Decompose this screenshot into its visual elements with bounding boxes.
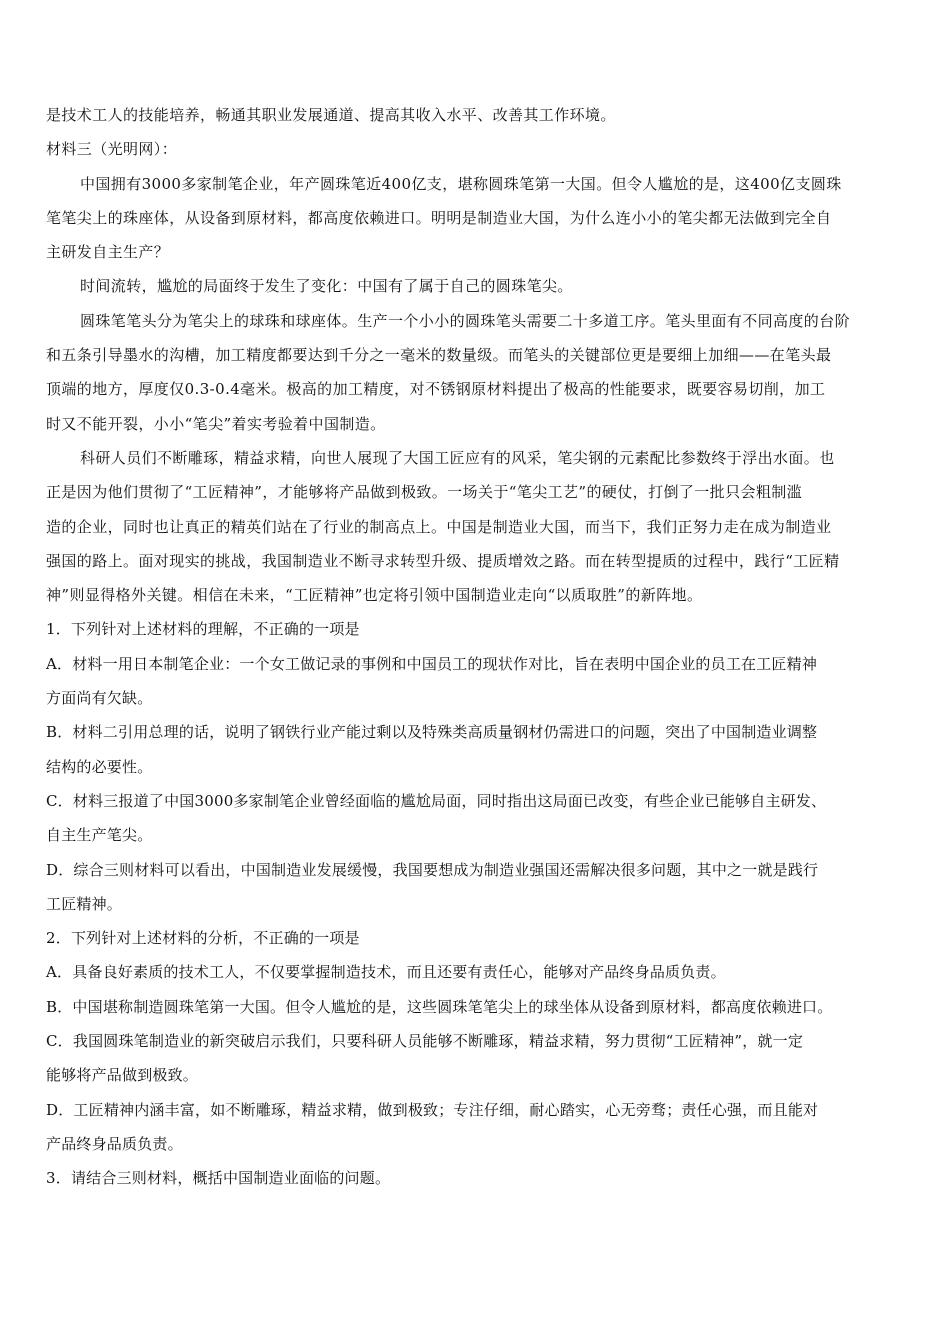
paragraph-line: 造的企业，同时也让真正的精英们站在了行业的制高点上。中国是制造业大国，而当下，我们正努力走在成为制造业: [46, 517, 832, 536]
question-1-option-a-cont: 方面尚有欠缺。: [46, 689, 153, 708]
document-page: [46, 98, 906, 1196]
paragraph-line: 时又不能开裂，小小“笔尖”着实考验着中国制造。: [46, 414, 386, 433]
question-2-option-b: B．中国堪称制造圆珠笔第一大国。但令人尴尬的是，这些圆珠笔笔尖上的球坐体从设备到原材料，都高度依赖进口。: [46, 997, 833, 1016]
paragraph-line: 是技术工人的技能培养，畅通其职业发展通道、提高其收入水平、改善其工作环境。: [46, 106, 616, 124]
material-heading: 材料三（光明网）：: [46, 140, 178, 159]
question-2-option-d-cont: 产品终身品质负责。: [46, 1134, 183, 1153]
question-1-option-c: C．材料三报道了中国3000多家制笔企业曾经面临的尴尬局面，同时指出这局面已改变，有些企业已能够自主研发、: [46, 791, 827, 810]
paragraph-line: 正是因为他们贯彻了“工匠精神”，才能够将产品做到极致。一场关于“笔尖工艺”的硬仗，打倒了一批只会粗制滥: [46, 483, 803, 502]
paragraph-line: 顶端的地方，厚度仅0.3-0.4毫米。极高的加工精度，对不锈钢原材料提出了极高的性能要求，既要容易切削，加工: [46, 380, 826, 399]
paragraph-line: 主研发自主生产？: [46, 243, 170, 262]
question-1-option-c-cont: 自主生产笔尖。: [46, 826, 153, 845]
paragraph-line: 神”则显得格外关键。相信在未来，“工匠精神”也定将引领中国制造业走向“以质取胜”的新阵地。: [46, 586, 703, 605]
paragraph-line: 笔笔尖上的珠座体，从设备到原材料，都高度依赖进口。明明是制造业大国，为什么连小小的笔尖都无法做到完全自: [46, 208, 832, 227]
question-2-option-c-cont: 能够将产品做到极致。: [46, 1066, 199, 1085]
question-1-option-d: D．综合三则材料可以看出，中国制造业发展缓慢，我国要想成为制造业强国还需解决很多问题，其中之一就是践行: [46, 860, 819, 879]
question-2: 2．下列针对上述材料的分析，不正确的一项是: [46, 929, 360, 948]
paragraph-line: 时间流转，尴尬的局面终于发生了变化：中国有了属于自己的圆珠笔尖。: [80, 277, 573, 296]
question-2-option-a: A．具备良好素质的技术工人，不仅要掌握制造技术，而且还要有责任心，能够对产品终身品质负责。: [46, 963, 726, 982]
question-1-option-b-cont: 结构的必要性。: [46, 757, 153, 776]
paragraph-line: 中国拥有3000多家制笔企业，年产圆珠笔近400亿支，堪称圆珠笔第一大国。但令人尴尬的是，这400亿支圆珠: [80, 174, 842, 193]
question-2-option-c: C．我国圆珠笔制造业的新突破启示我们，只要科研人员能够不断雕琢，精益求精，努力贯彻“工匠精神”，就一定: [46, 1032, 804, 1051]
question-3: 3．请结合三则材料，概括中国制造业面临的问题。: [46, 1169, 391, 1188]
question-2-option-d: D．工匠精神内涵丰富，如不断雕琢，精益求精，做到极致；专注仔细，耐心踏实，心无旁骛；责任心强，而且能对: [46, 1100, 819, 1119]
paragraph-line: 科研人员们不断雕琢，精益求精，向世人展现了大国工匠应有的风采，笔尖钢的元素配比参数终于浮出水面。也: [80, 448, 835, 467]
question-1-option-b: B．材料二引用总理的话，说明了钢铁行业产能过剩以及特殊类高质量钢材仍需进口的问题，突出了中国制造业调整: [46, 723, 818, 742]
question-1: 1．下列针对上述材料的理解，不正确的一项是: [46, 620, 360, 639]
question-1-option-a: A．材料一用日本制笔企业：一个女工做记录的事例和中国员工的现状作对比，旨在表明中国企业的员工在工匠精神: [46, 654, 818, 673]
paragraph-line: 和五条引导墨水的沟槽，加工精度都要达到千分之一毫米的数量级。而笔头的关键部位更是要细上加细——在笔头最: [46, 346, 832, 365]
paragraph-line: 强国的路上。面对现实的挑战，我国制造业不断寻求转型升级、提质增效之路。而在转型提质的过程中，践行“工匠精: [46, 551, 840, 570]
question-1-option-d-cont: 工匠精神。: [46, 894, 123, 913]
paragraph-line: 圆珠笔笔头分为笔尖上的球珠和球座体。生产一个小小的圆珠笔头需要二十多道工序。笔头里面有不同高度的台阶: [80, 311, 851, 330]
